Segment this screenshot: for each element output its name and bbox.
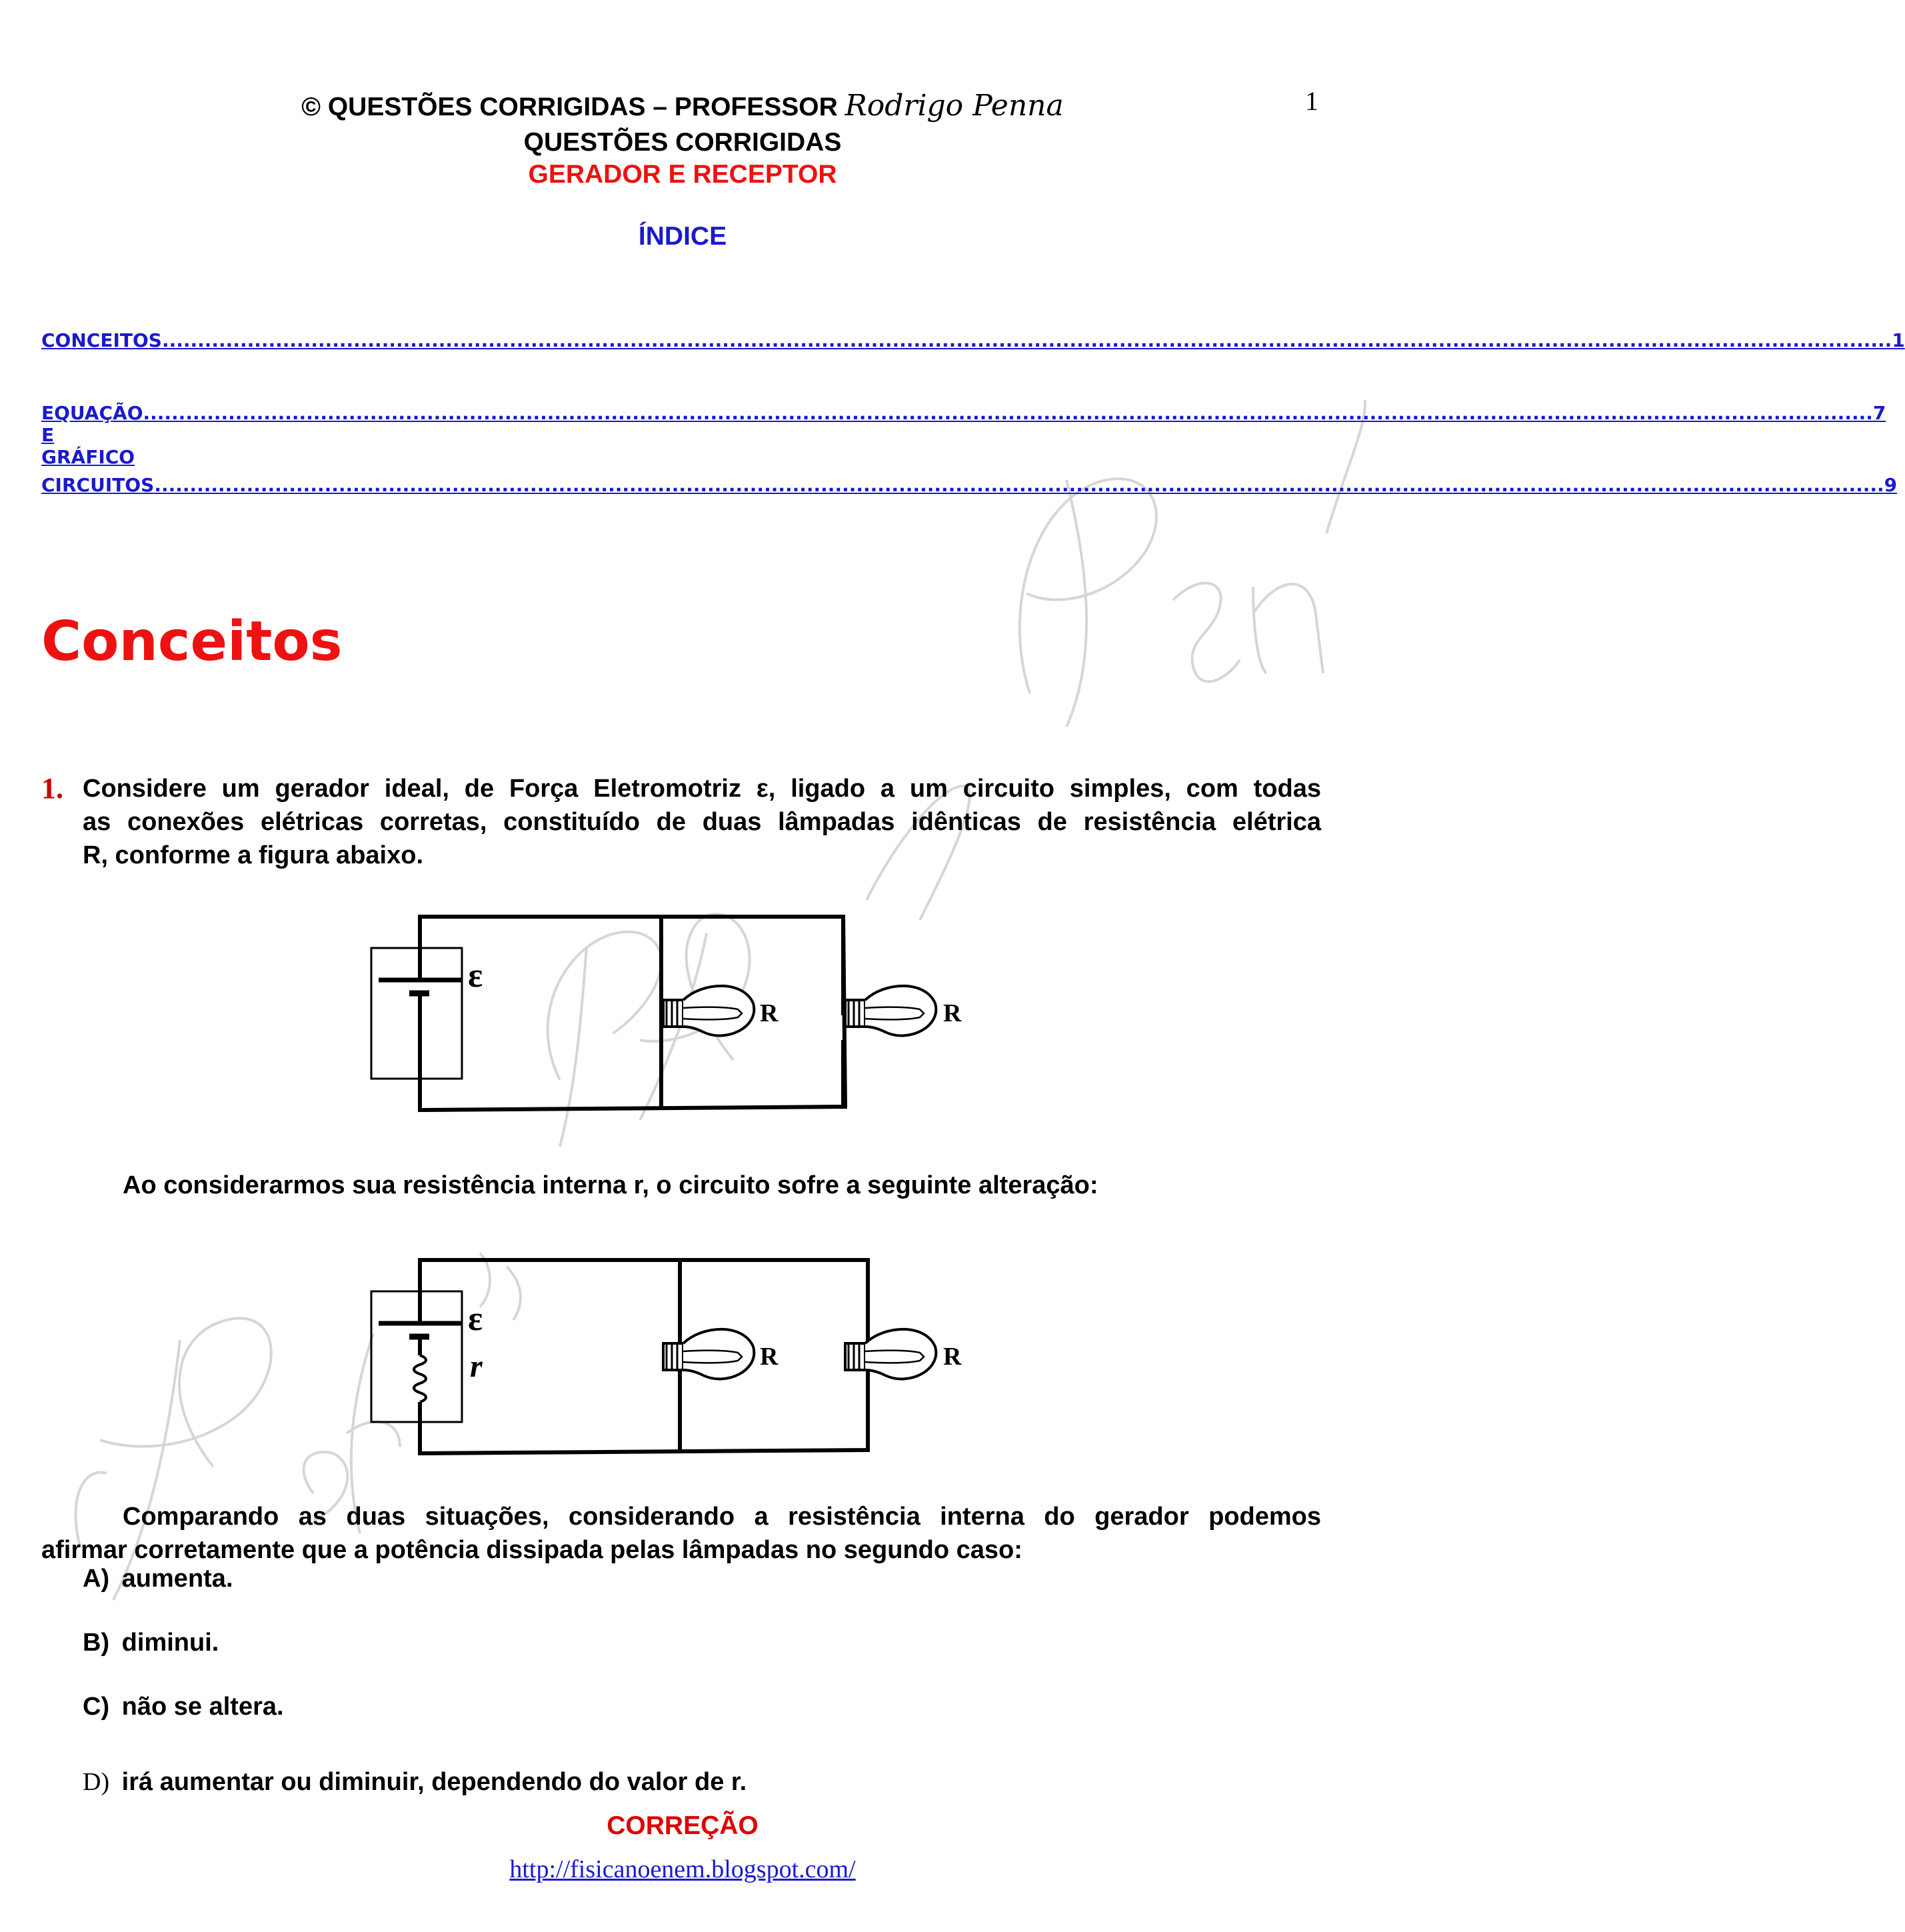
header-title: © QUESTÕES CORRIGIDAS – PROFESSOR	[301, 93, 838, 121]
toc-label[interactable]: CONCEITOS	[41, 329, 162, 351]
section-title: Conceitos	[41, 610, 343, 673]
lamp-label: R	[760, 999, 779, 1027]
compare-line-1: Comparando as duas situações, considerando a resistência interna do gerador podemos	[123, 1503, 1321, 1531]
question-intro	[83, 772, 1321, 872]
option-text: aumenta.	[121, 1565, 233, 1593]
option-letter: A)	[83, 1565, 110, 1593]
lamp-icon	[845, 1329, 936, 1379]
option-d[interactable]	[83, 1767, 747, 1797]
toc-entry-conceitos[interactable]	[41, 329, 1905, 351]
question-number: 1.	[41, 772, 63, 805]
option-b[interactable]	[83, 1629, 219, 1657]
toc-page[interactable]: 1	[1892, 329, 1905, 351]
toc-entry-equacao[interactable]	[41, 402, 1886, 468]
question-compare-text	[41, 1500, 1321, 1567]
compare-line-2: afirmar corretamente que a potência dissipada pelas lâmpadas no segundo caso:	[41, 1536, 1022, 1564]
circuit-figure-ideal	[360, 907, 986, 1120]
toc-page[interactable]: 9	[1884, 474, 1898, 496]
emf-symbol: ε	[468, 957, 483, 995]
question-intro-line-3: R, conforme a figura abaixo.	[83, 841, 423, 869]
toc-leader: ....................................................................................................................................................................................................................................................	[154, 474, 1884, 496]
option-letter: D)	[83, 1768, 110, 1796]
blog-link[interactable]: http://fisicanoenem.blogspot.com/	[509, 1855, 856, 1883]
generator-box	[371, 1291, 462, 1422]
option-text: irá aumentar ou diminuir, dependendo do valor de r.	[121, 1768, 747, 1796]
internal-resistance-symbol: r	[470, 1349, 483, 1384]
toc-page[interactable]: 7	[1872, 402, 1886, 424]
lamp-icon	[663, 986, 754, 1036]
question-intro-line-1: Considere um gerador ideal, de Força Eletromotriz ε, ligado a um circuito simples, com todas	[83, 775, 1321, 803]
option-text: diminui.	[121, 1629, 219, 1657]
lamp-icon	[663, 1329, 754, 1379]
toc-entry-circuitos[interactable]	[41, 474, 1898, 496]
option-letter: C)	[83, 1693, 110, 1721]
page-number: 1	[1305, 86, 1318, 116]
professor-signature: Rodrigo Penna	[845, 89, 1064, 123]
correction-heading: CORREÇÃO	[607, 1811, 759, 1840]
lamp-label: R	[760, 1343, 779, 1371]
internal-resistor-icon	[414, 1355, 426, 1402]
option-letter: B)	[83, 1629, 110, 1657]
generator-box	[371, 948, 462, 1079]
emf-symbol: ε	[468, 1300, 483, 1338]
lamp-icon	[845, 986, 936, 1036]
lamp-label: R	[943, 1343, 962, 1371]
toc-label[interactable]: CIRCUITOS	[41, 474, 155, 496]
option-a[interactable]	[83, 1565, 233, 1593]
header-line-1	[0, 89, 1365, 123]
header-line-2: QUESTÕES CORRIGIDAS	[523, 128, 842, 157]
question-intro-line-2: as conexões elétricas corretas, constituído de duas lâmpadas idênticas de resistência elétrica	[83, 808, 1321, 836]
option-c[interactable]	[83, 1693, 284, 1721]
toc-label[interactable]: EQUAÇÃO E GRÁFICO	[41, 402, 143, 468]
index-title: ÍNDICE	[638, 222, 727, 251]
header-line-3: GERADOR E RECEPTOR	[528, 160, 837, 189]
toc-leader: ....................................................................................................................................................................................................................................................	[161, 329, 1892, 351]
lamp-label: R	[943, 999, 962, 1027]
footer-link-wrap	[0, 1855, 1365, 1884]
option-text: não se altera.	[121, 1693, 284, 1721]
question-middle-text: Ao considerarmos sua resistência interna r, o circuito sofre a seguinte alteração:	[123, 1171, 1098, 1199]
toc-leader: ....................................................................................................................................................................................................................................................	[143, 402, 1873, 424]
circuit-figure-internal-resistance	[360, 1250, 986, 1463]
